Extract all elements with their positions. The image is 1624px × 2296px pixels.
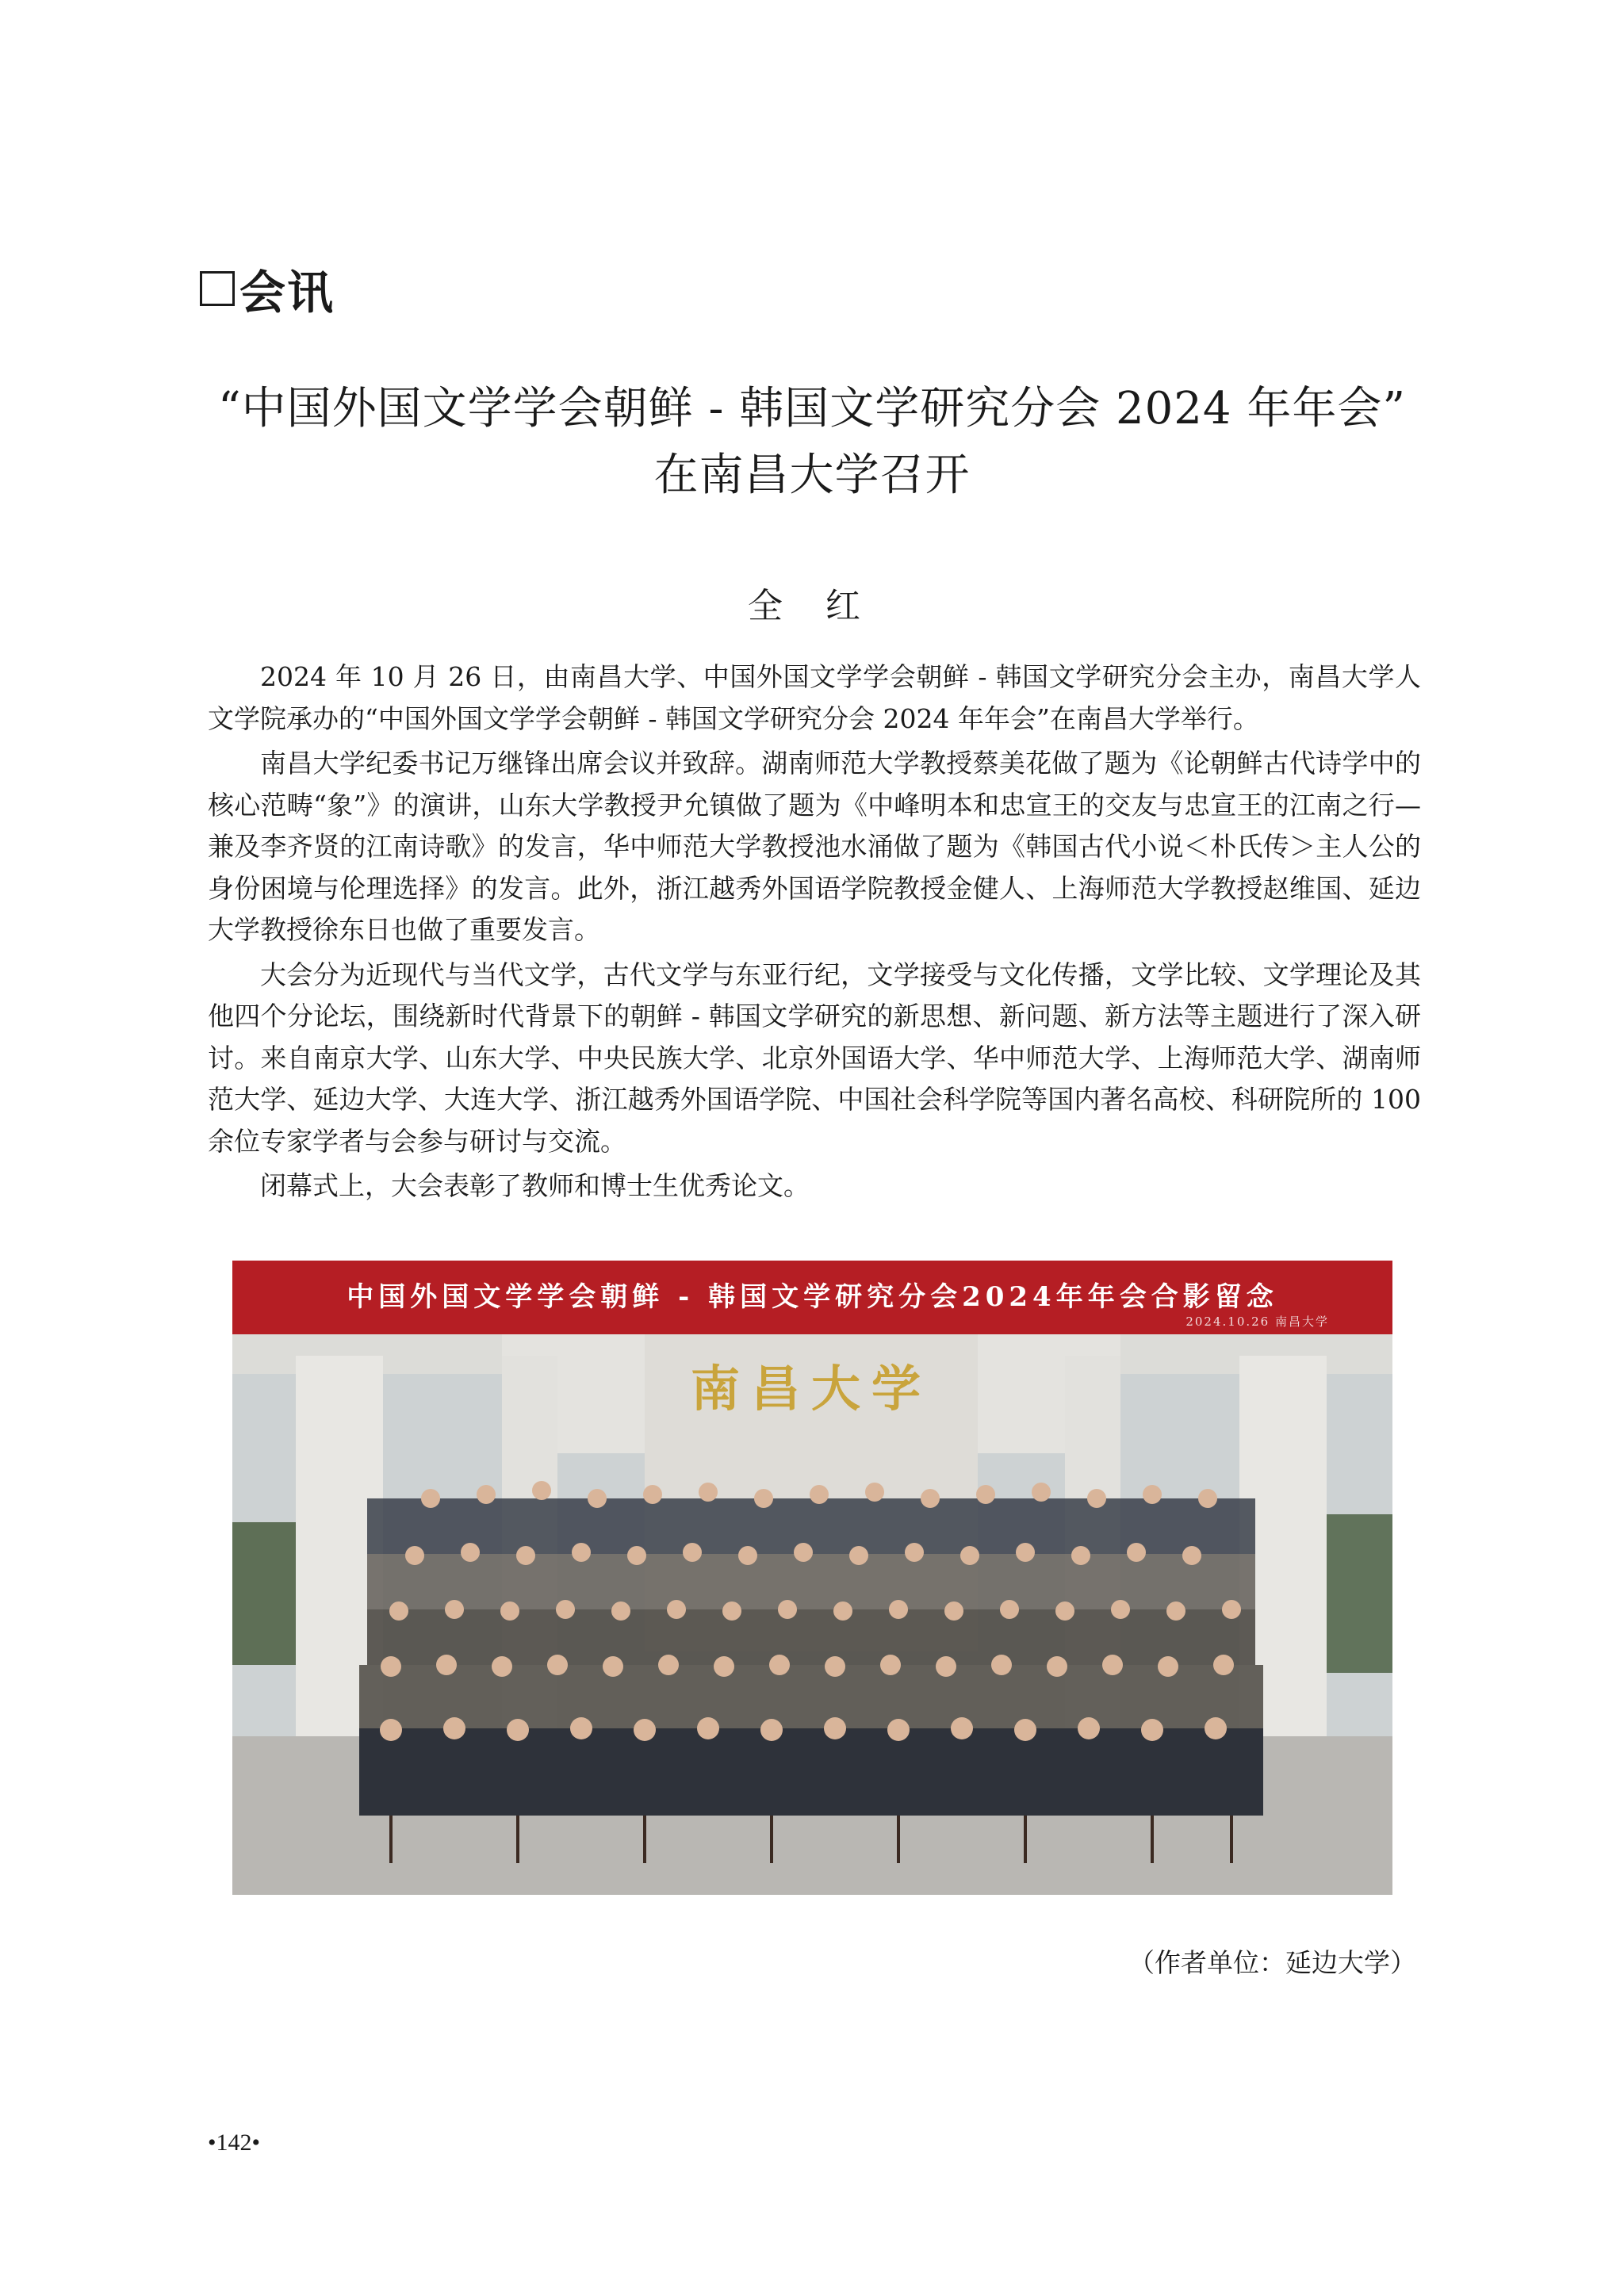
author-affiliation: （作者单位：延边大学） <box>1128 1947 1416 1978</box>
checkbox-square-icon <box>200 271 235 306</box>
photo-banner-title: 中国外国文学学会朝鲜 - 韩国文学研究分会2024年年会合影留念 <box>347 1281 1278 1313</box>
gate-inscription: 南昌大学 <box>690 1360 932 1418</box>
page-number: •142• <box>208 2130 261 2156</box>
author-name: 全 红 <box>748 586 876 626</box>
section-label <box>200 255 335 322</box>
paragraph: 闭幕式上，大会表彰了教师和博士生优秀论文。 <box>260 1170 810 1201</box>
paragraph: 大会分为近现代与当代文学，古代文学与东亚行纪，文学接受与文化传播，文学比较、文学理论及其他四个分论坛，围绕新时代背景下的朝鲜 - 韩国文学研究的新思想、新问题、新方法等主题进行了深入研讨。来自南京大学、山东大学、中央民族大学、北京外国语大学、华中师范大学、上海师范大学、湖南师范大学、延边大学、大连大学、浙江越秀外国语学院、中国社会科学院等国内著名高校、科研院所的 100 余位专家学者与会参与研讨与交流。 <box>208 959 1421 1157</box>
photo-banner-date: 2024.10.26 南昌大学 <box>1185 1314 1329 1329</box>
article-title-line2: 在南昌大学召开 <box>653 450 971 501</box>
group-photo <box>232 1261 1392 1895</box>
paragraph: 2024 年 10 月 26 日，由南昌大学、中国外国文学学会朝鲜 - 韩国文学研究分会主办，南昌大学人文学院承办的“中国外国文学学会朝鲜 - 韩国文学研究分会 2024 年年会”在南昌大学举行。 <box>208 661 1421 734</box>
photo-banner <box>232 1261 1392 1334</box>
section-label-text: 会讯 <box>239 266 335 320</box>
article-body <box>208 656 1421 1211</box>
article-title-line1: “中国外国文学学会朝鲜 - 韩国文学研究分会 2024 年年会” <box>218 383 1406 434</box>
paragraph: 南昌大学纪委书记万继锋出席会议并致辞。湖南师范大学教授蔡美花做了题为《论朝鲜古代诗学中的核心范畴“象”》的演讲，山东大学教授尹允镇做了题为《中峰明本和忠宣王的交友与忠宣王的江南之行—兼及李齐贤的江南诗歌》的发言，华中师范大学教授池水涌做了题为《韩国古代小说＜朴氏传＞主人公的身份困境与伦理选择》的发言。此外，浙江越秀外国语学院教授金健人、上海师范大学教授赵维国、延边大学教授徐东日也做了重要发言。 <box>208 748 1421 945</box>
